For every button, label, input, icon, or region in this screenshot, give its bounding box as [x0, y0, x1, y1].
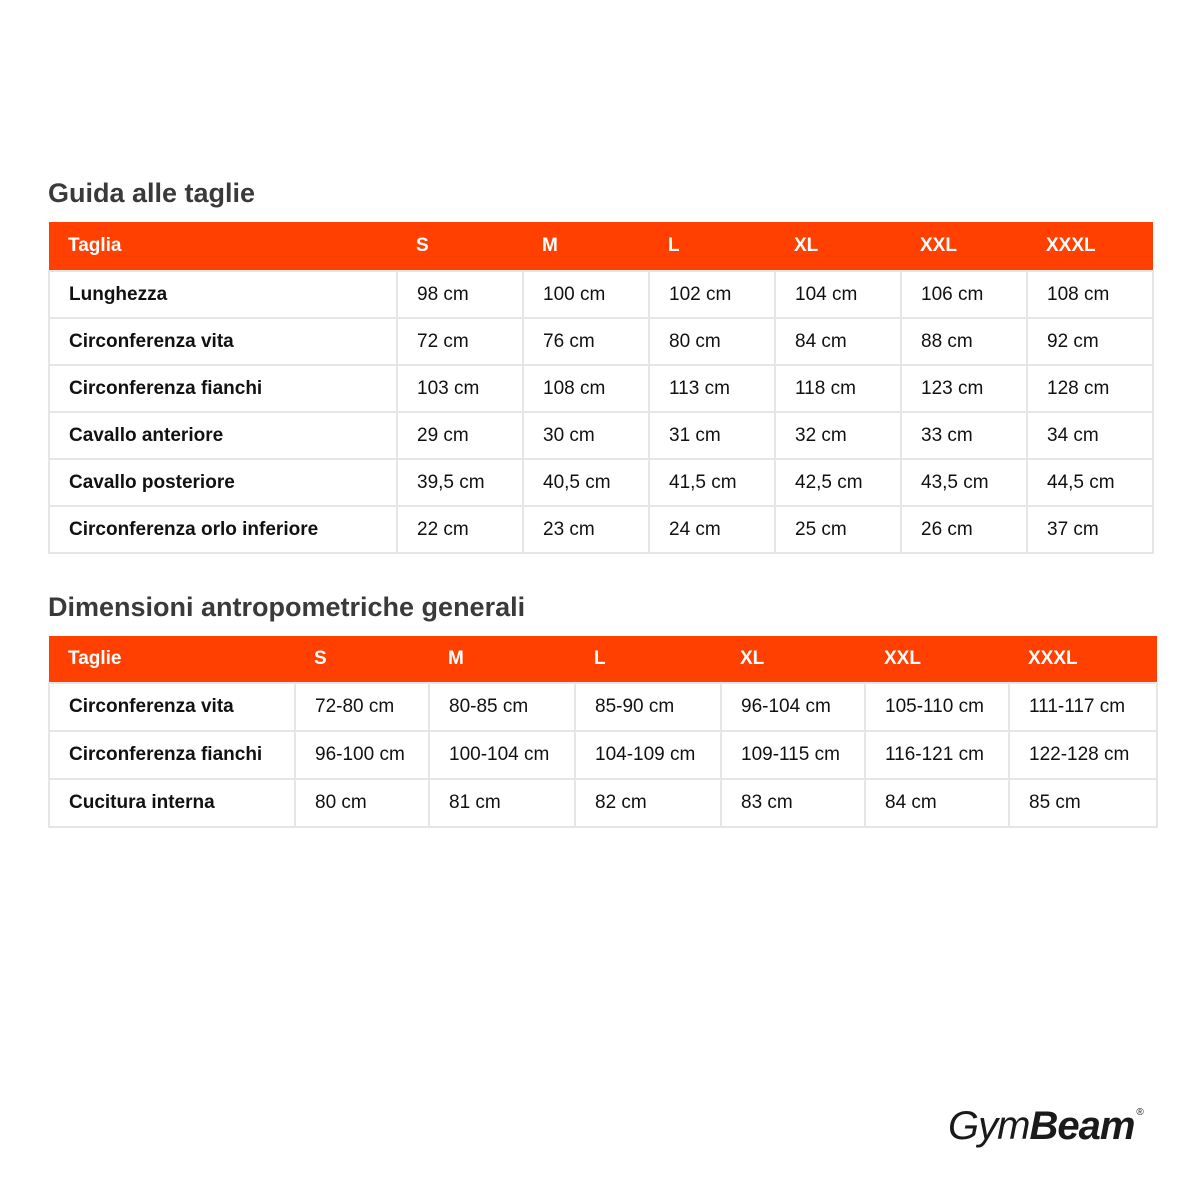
table-cell: 31 cm	[649, 412, 775, 459]
logo-text-light: Gym	[948, 1104, 1030, 1148]
header-cell-size-label: Taglia	[49, 222, 397, 271]
header-cell-xl: XL	[721, 636, 865, 683]
table-cell: 88 cm	[901, 318, 1027, 365]
table-cell: 40,5 cm	[523, 459, 649, 506]
row-label: Circonferenza fianchi	[49, 731, 295, 779]
table-cell: 108 cm	[1027, 271, 1153, 318]
table-cell: 80-85 cm	[429, 683, 575, 731]
table-cell: 25 cm	[775, 506, 901, 553]
row-label: Circonferenza fianchi	[49, 365, 397, 412]
table-cell: 100 cm	[523, 271, 649, 318]
table-cell: 26 cm	[901, 506, 1027, 553]
table-cell: 102 cm	[649, 271, 775, 318]
table-cell: 98 cm	[397, 271, 523, 318]
table-cell: 22 cm	[397, 506, 523, 553]
table-cell: 30 cm	[523, 412, 649, 459]
header-cell-xl: XL	[775, 222, 901, 271]
table-cell: 81 cm	[429, 779, 575, 827]
header-cell-s: S	[295, 636, 429, 683]
table-cell: 103 cm	[397, 365, 523, 412]
table-cell: 39,5 cm	[397, 459, 523, 506]
header-cell-xxxl: XXXL	[1009, 636, 1157, 683]
table-row	[49, 506, 1153, 553]
logo-text-bold: Beam	[1029, 1104, 1135, 1148]
table-row	[49, 459, 1153, 506]
table-cell: 84 cm	[775, 318, 901, 365]
header-cell-xxl: XXL	[865, 636, 1009, 683]
table-cell: 24 cm	[649, 506, 775, 553]
table-cell: 122-128 cm	[1009, 731, 1157, 779]
table-row	[49, 412, 1153, 459]
table-cell: 104-109 cm	[575, 731, 721, 779]
table-cell: 34 cm	[1027, 412, 1153, 459]
row-label: Circonferenza orlo inferiore	[49, 506, 397, 553]
table-row	[49, 731, 1157, 779]
table-cell: 33 cm	[901, 412, 1027, 459]
table-cell: 82 cm	[575, 779, 721, 827]
header-cell-size-label: Taglie	[49, 636, 295, 683]
row-label: Cucitura interna	[49, 779, 295, 827]
table-cell: 42,5 cm	[775, 459, 901, 506]
row-label: Lunghezza	[49, 271, 397, 318]
table-cell: 80 cm	[649, 318, 775, 365]
header-cell-xxl: XXL	[901, 222, 1027, 271]
table-cell: 106 cm	[901, 271, 1027, 318]
table-cell: 76 cm	[523, 318, 649, 365]
gymbeam-logo	[948, 1106, 1143, 1146]
table-cell: 105-110 cm	[865, 683, 1009, 731]
table-cell: 113 cm	[649, 365, 775, 412]
table-cell: 123 cm	[901, 365, 1027, 412]
table-row	[49, 318, 1153, 365]
table-cell: 85 cm	[1009, 779, 1157, 827]
table-cell: 92 cm	[1027, 318, 1153, 365]
anthropometric-table	[48, 636, 1158, 828]
table-row	[49, 365, 1153, 412]
anthropometric-title: Dimensioni antropometriche generali	[48, 592, 526, 622]
table-row	[49, 683, 1157, 731]
row-label: Cavallo anteriore	[49, 412, 397, 459]
table-cell: 111-117 cm	[1009, 683, 1157, 731]
table-cell: 96-100 cm	[295, 731, 429, 779]
row-label: Circonferenza vita	[49, 318, 397, 365]
table-cell: 23 cm	[523, 506, 649, 553]
table-cell: 116-121 cm	[865, 731, 1009, 779]
header-cell-m: M	[429, 636, 575, 683]
row-label: Cavallo posteriore	[49, 459, 397, 506]
table-cell: 29 cm	[397, 412, 523, 459]
header-cell-s: S	[397, 222, 523, 271]
table-cell: 118 cm	[775, 365, 901, 412]
header-cell-xxxl: XXXL	[1027, 222, 1153, 271]
table-cell: 109-115 cm	[721, 731, 865, 779]
table-cell: 96-104 cm	[721, 683, 865, 731]
header-cell-m: M	[523, 222, 649, 271]
table-cell: 104 cm	[775, 271, 901, 318]
table-cell: 108 cm	[523, 365, 649, 412]
table-cell: 85-90 cm	[575, 683, 721, 731]
size-guide-table	[48, 222, 1154, 554]
table-cell: 44,5 cm	[1027, 459, 1153, 506]
table-row	[49, 271, 1153, 318]
table-header-row	[49, 222, 1153, 271]
table-cell: 83 cm	[721, 779, 865, 827]
table-cell: 43,5 cm	[901, 459, 1027, 506]
table-cell: 84 cm	[865, 779, 1009, 827]
header-cell-l: L	[649, 222, 775, 271]
table-cell: 32 cm	[775, 412, 901, 459]
table-cell: 41,5 cm	[649, 459, 775, 506]
table-cell: 80 cm	[295, 779, 429, 827]
table-cell: 100-104 cm	[429, 731, 575, 779]
table-cell: 37 cm	[1027, 506, 1153, 553]
table-cell: 72 cm	[397, 318, 523, 365]
table-cell: 128 cm	[1027, 365, 1153, 412]
row-label: Circonferenza vita	[49, 683, 295, 731]
registered-mark: ®	[1136, 1107, 1143, 1118]
header-cell-l: L	[575, 636, 721, 683]
size-guide-title: Guida alle taglie	[48, 178, 256, 208]
table-row	[49, 779, 1157, 827]
table-header-row	[49, 636, 1157, 683]
table-cell: 72-80 cm	[295, 683, 429, 731]
